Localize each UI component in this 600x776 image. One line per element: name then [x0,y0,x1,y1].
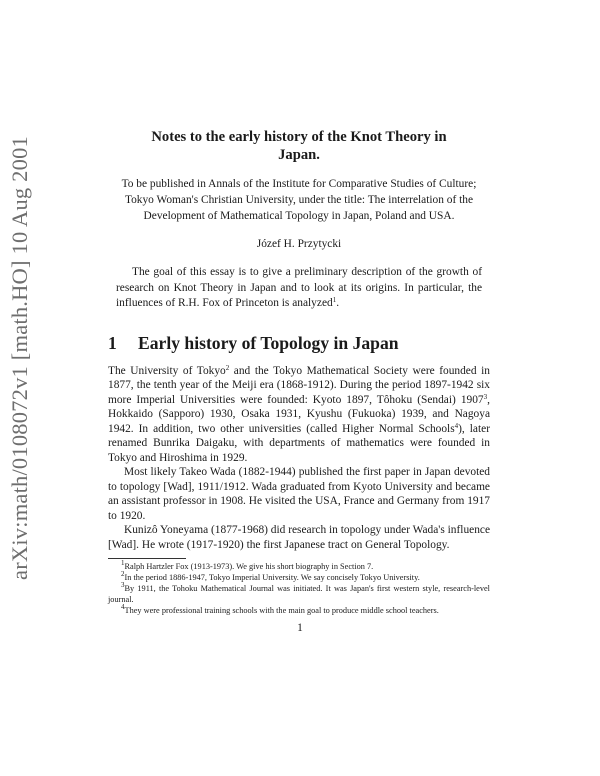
section-body [108,364,490,553]
section-title: Early history of Topology in Japan [138,332,399,353]
footnote-mark: 2 [121,570,125,578]
footnote-mark: 3 [121,581,125,589]
body-paragraph-1 [108,364,490,466]
footnote-text: Ralph Hartzler Fox (1913-1973). We give his short biography in Section 7. [124,562,374,571]
footnote-text: In the period 1886-1947, Tokyo Imperial University. We say concisely Tokyo University. [124,573,420,582]
arxiv-identifier: arXiv:math/0108072v1 [math.HO] 10 Aug 2001 [7,136,32,580]
p1-part-b: and the Tokyo Mathematical Society were founded in 1877, the tenth year of the Meiji era (1868-1912). During the period 1897-1942 six more Imperial Universities were founded: Kyoto 1897, Tôhoku (Sendai) 1907 [108,364,490,406]
footnote-ref-1: 1 [332,296,337,304]
footnote [108,605,490,616]
p1-part-d: ), later renamed Bunrika Daigaku, with departments of mathematics were founded in Tokyo and Hiroshima in 1929. [108,422,490,464]
paper-title-line1: Notes to the early history of the Knot Theory in [151,129,447,145]
footnote-mark: 1 [121,559,125,567]
footnote-ref-3: 3 [483,392,488,401]
paper-author: Józef H. Przytycki [256,238,342,250]
paper-page [108,128,490,616]
abstract-text: The goal of this essay is to give a preliminary description of the growth of research on Knot Theory in Japan and to look at its origins. In particular, the influences of R.H. Fox of Princeton is analyzed [116,266,482,309]
page-number: 1 [297,622,303,634]
footnote-ref-2: 2 [225,363,230,372]
section-heading [108,332,490,354]
body-paragraph-3: Kunizô Yoneyama (1877-1968) did research in topology under Wada's influence [Wad]. He wrote (1917-1920) the first Japanese tract on General Topology. [108,524,490,551]
p1-part-a: The University of Tokyo [108,364,226,377]
footnote [108,561,490,572]
footnote-ref-4: 4 [454,421,459,430]
footnotes [108,561,490,616]
abstract-end: . [336,297,340,309]
footnote [108,583,490,605]
arxiv-sidebar [2,136,38,580]
abstract-paragraph [108,265,490,312]
paper-title [108,128,490,164]
footnote-mark: 4 [121,603,125,611]
p1-part-c: , Hokkaido (Sapporo) 1930, Osaka 1931, Kyushu (Fukuoka) 1939, and Nagoya 1942. In addition, two other universities (called Higher Normal Schools [108,393,490,435]
body-paragraph-2: Most likely Takeo Wada (1882-1944) published the first paper in Japan devoted to topology [Wad], 1911/1912. Wada graduated from Kyoto University and became an assistant professor in 1908. He visited the USA, France and Germany from 1917 to 1920. [108,466,490,522]
footnote-text: They were professional training schools with the main goal to produce middle school teachers. [124,606,439,615]
paper-subtitle: To be published in Annals of the Institute for Comparative Studies of Culture; Tokyo Woman's Christian University, under the title: The interrelation of the Development of Mathematical Topology in Japan, Poland and USA. [121,178,477,222]
paper-title-line2: Japan. [278,147,320,163]
footnote [108,572,490,583]
footnote-text: By 1911, the Tohoku Mathematical Journal was initiated. It was Japan's first western style, research-level journal. [108,584,490,604]
section-number: 1 [108,332,117,353]
footnote-divider [108,558,186,559]
